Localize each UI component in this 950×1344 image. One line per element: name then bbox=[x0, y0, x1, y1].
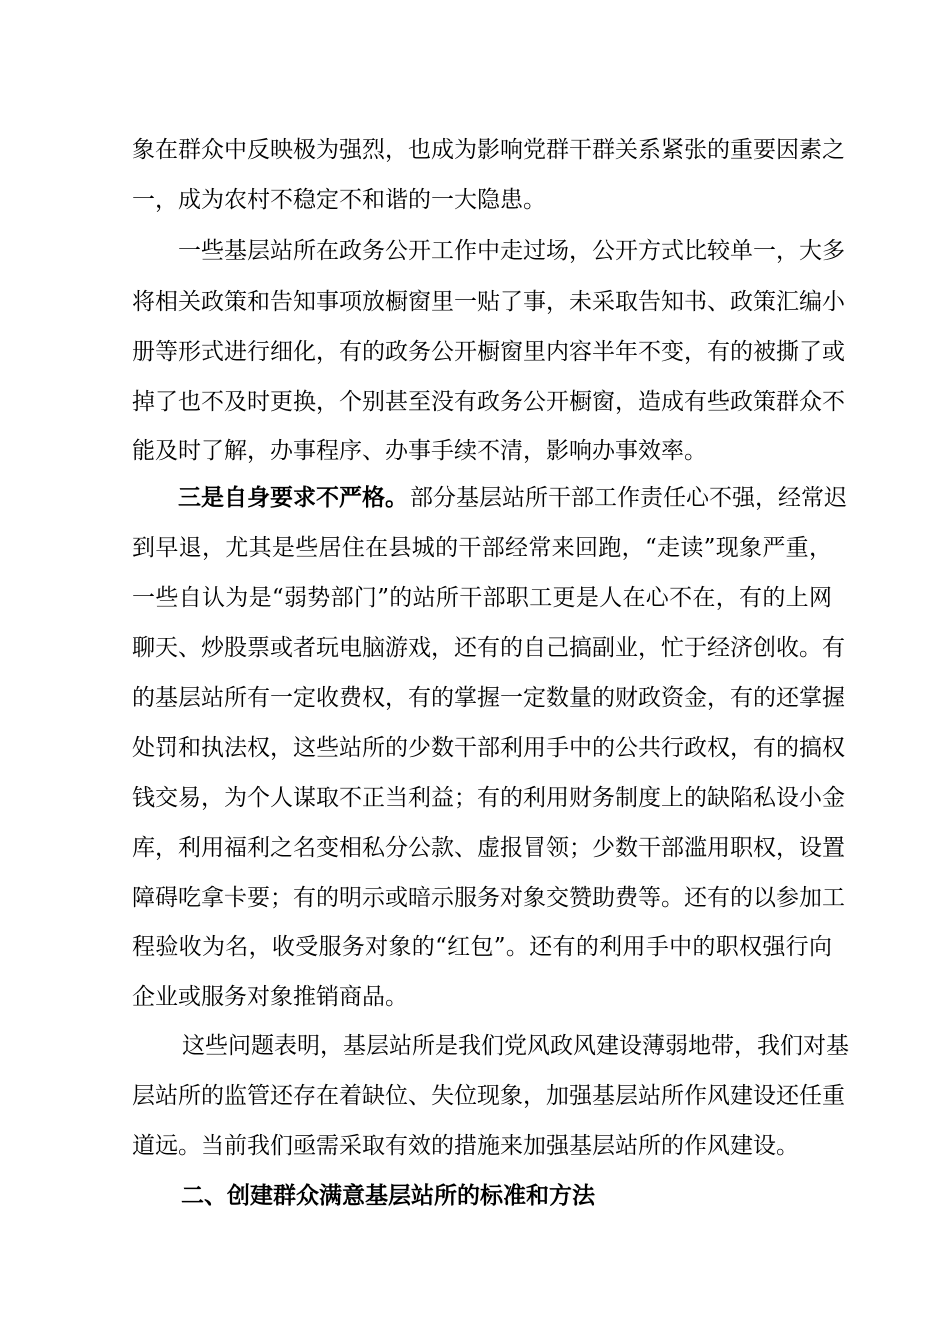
section-heading: 二、创建群众满意基层站所的标准和方法 bbox=[181, 1183, 595, 1209]
paragraph-3-line-9: 障碍吃拿卡要；有的明示或暗示服务对象交赞助费等。还有的以参加工 bbox=[132, 885, 845, 911]
paragraph-3-lead: 三是自身要求不严格。 bbox=[178, 484, 408, 511]
paragraph-3-line-11: 企业或服务对象推销商品。 bbox=[132, 984, 408, 1010]
paragraph-1-line-2: 一，成为农村不稳定不和谐的一大隐患。 bbox=[132, 187, 546, 213]
paragraph-2-line-4: 掉了也不及时更换，个别甚至没有政务公开橱窗，造成有些政策群众不 bbox=[132, 389, 845, 415]
paragraph-3-first-line-rest: 部分基层站所干部工作责任心不强，经常迟 bbox=[410, 485, 847, 511]
paragraph-2-line-3: 册等形式进行细化，有的政务公开橱窗里内容半年不变，有的被撕了或 bbox=[132, 339, 845, 365]
paragraph-4-line-1: 这些问题表明，基层站所是我们党风政风建设薄弱地带，我们对基 bbox=[182, 1033, 849, 1059]
paragraph-2-line-2: 将相关政策和告知事项放橱窗里一贴了事，未采取告知书、政策汇编小 bbox=[132, 289, 845, 315]
paragraph-3-line-5: 的基层站所有一定收费权，有的掌握一定数量的财政资金，有的还掌握 bbox=[132, 685, 845, 711]
paragraph-2-line-5: 能及时了解，办事程序、办事手续不清，影响办事效率。 bbox=[132, 438, 707, 464]
paragraph-2-line-1: 一些基层站所在政务公开工作中走过场，公开方式比较单一，大多 bbox=[178, 238, 845, 264]
paragraph-3-line-1 bbox=[178, 480, 847, 516]
paragraph-4-line-2: 层站所的监管还存在着缺位、失位现象，加强基层站所作风建设还任重 bbox=[132, 1083, 845, 1109]
paragraph-1-line-1: 象在群众中反映极为强烈，也成为影响党群干群关系紧张的重要因素之 bbox=[132, 137, 845, 163]
paragraph-3-line-6: 处罚和执法权，这些站所的少数干部利用手中的公共行政权，有的搞权 bbox=[132, 735, 845, 761]
paragraph-3-line-7: 钱交易，为个人谋取不正当利益；有的利用财务制度上的缺陷私设小金 bbox=[132, 785, 845, 811]
paragraph-3-line-4: 聊天、炒股票或者玩电脑游戏，还有的自己搞副业，忙于经济创收。有 bbox=[132, 635, 845, 661]
paragraph-3-line-10: 程验收为名，收受服务对象的“红包”。还有的利用手中的职权强行向 bbox=[132, 934, 832, 960]
paragraph-3-line-3: 一些自认为是“弱势部门”的站所干部职工更是人在心不在，有的上网 bbox=[132, 585, 832, 611]
paragraph-4-line-3: 道远。当前我们亟需采取有效的措施来加强基层站所的作风建设。 bbox=[132, 1133, 799, 1159]
paragraph-3-line-2: 到早退，尤其是些居住在县城的干部经常来回跑，“走读”现象严重， bbox=[132, 535, 832, 561]
paragraph-3-line-8: 库，利用福利之名变相私分公款、虚报冒领；少数干部滥用职权，设置 bbox=[132, 835, 845, 861]
